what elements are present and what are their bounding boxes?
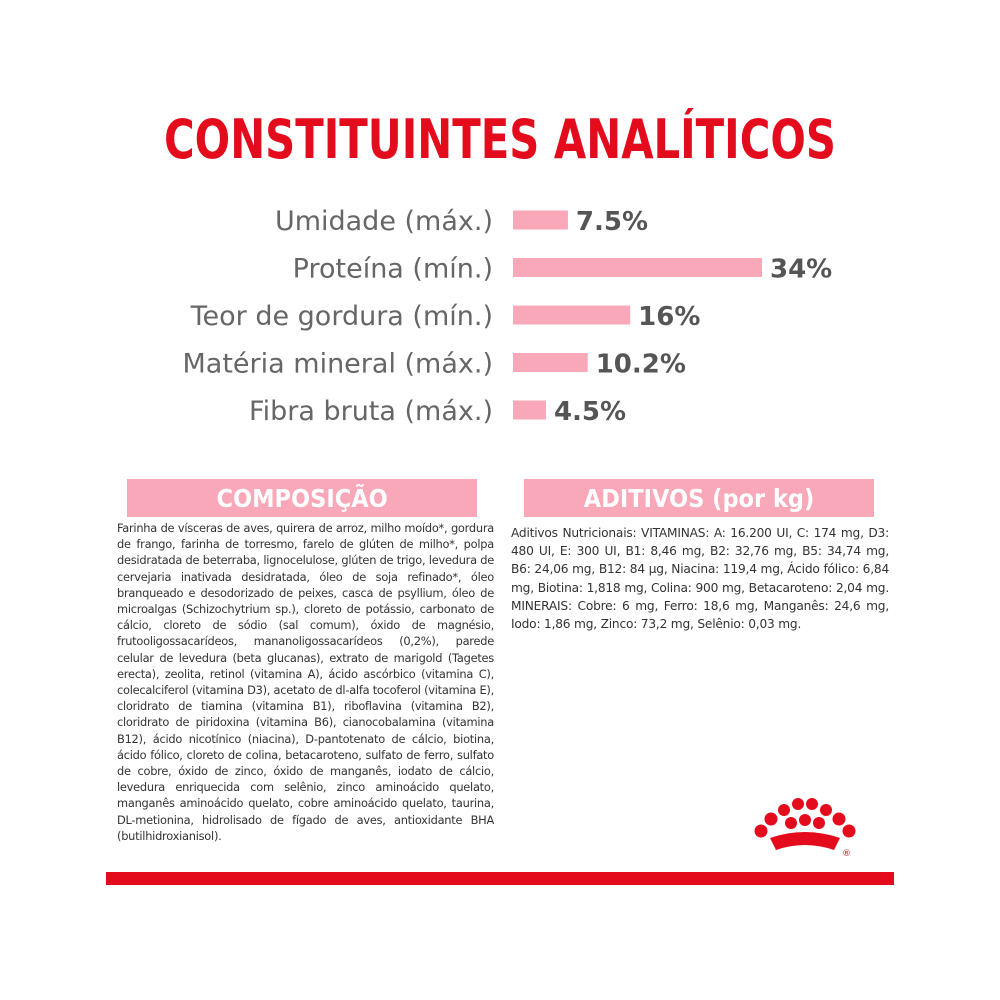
bar xyxy=(513,258,762,277)
category-label: Proteína (mín.) xyxy=(292,253,493,285)
bar xyxy=(513,306,630,325)
additives-heading: ADITIVOS (por kg) xyxy=(583,484,815,513)
value-label: 4.5% xyxy=(553,397,627,427)
bar xyxy=(513,353,588,372)
page-title: CONSTITUINTES ANALÍTICOS xyxy=(164,108,836,171)
value-label: 34% xyxy=(770,254,833,285)
category-label: Teor de gordura (mín.) xyxy=(190,301,493,332)
category-label: Fibra bruta (máx.) xyxy=(249,396,493,427)
composition-heading: COMPOSIÇÃO xyxy=(216,484,388,513)
crown-icon xyxy=(754,796,864,860)
category-label: Matéria mineral (máx.) xyxy=(182,348,493,380)
additives-heading-banner xyxy=(524,479,874,517)
composition-heading-banner xyxy=(127,479,477,517)
bar xyxy=(513,401,546,420)
value-label: 16% xyxy=(638,302,701,332)
registered-mark: ® xyxy=(842,849,851,859)
footer-bar xyxy=(106,872,894,885)
composition-text: Farinha de vísceras de aves, quirera de arroz, milho moído*, gordura de frango, farinha de torresmo, farelo de glúten de milho*, polpa desidratada de beterraba, lignocelulose, glúten de trigo, levedura de cervejaria inativada desidratada, óleo de soja refinado*, óleo branqueado e desodorizado de peixes, casca de psyllium, óleo de microalgas (Schizochytrium sp.), cloreto de potássio, carbonato de cálcio, cloreto de sódio (sal comum), óxido de magnésio, frutooligossacarídeos, mananoligossacarídeos (0,2%), parede celular de levedura (beta glucanas), extrato de marigold (Tagetes erecta), zeolita, retinol (vitamina A), ácido ascórbico (vitamina C), colecalciferol (vitamina D3), acetato de dl-alfa tocoferol (vitamina E), cloridrato de tiamina (vitamina B1), riboflavina (vitamina B2), cloridrato de piridoxina (vitamina B6), cianocobalamina (vitamina B12), ácido nicotínico (niacina), D-pantotenato de cálcio, biotina, ácido fólico, cloreto de colina, betacaroteno, sulfato de ferro, sulfato de cobre, óxido de zinco, óxido de manganês, iodato de cálcio, levedura enriquecida com selênio, zinco aminoácido quelato, manganês aminoácido quelato, cobre aminoácido quelato, taurina, DL-metionina, hidrolisado de fígado de aves, antioxidante BHA (butilhidroxianisol). xyxy=(117,521,494,843)
value-label: 10.2% xyxy=(595,349,686,380)
analytical-constituents-chart xyxy=(0,190,1000,430)
additives-text: Aditivos Nutricionais: VITAMINAS: A: 16.200 UI, C: 174 mg, D3: 480 UI, E: 300 UI, B1: 8,46 mg, B2: 32,76 mg, B5: 34,74 mg, B6: 24,06 mg, B12: 84 µg, Niacina: 119,4 mg, Ácido fólico: 6,84 mg, Biotina: 1,818 mg, Colina: 900 mg, Betacaroteno: 2,04 mg. MINERAIS: Cobre: 6 mg, Ferro: 18,6 mg, Manganês: 24,6 mg, Iodo: 1,86 mg, Zinco: 73,2 mg, Selênio: 0,03 mg. xyxy=(511,526,889,632)
category-label: Umidade (máx.) xyxy=(274,206,493,237)
bar xyxy=(513,211,568,230)
value-label: 7.5% xyxy=(575,207,649,237)
